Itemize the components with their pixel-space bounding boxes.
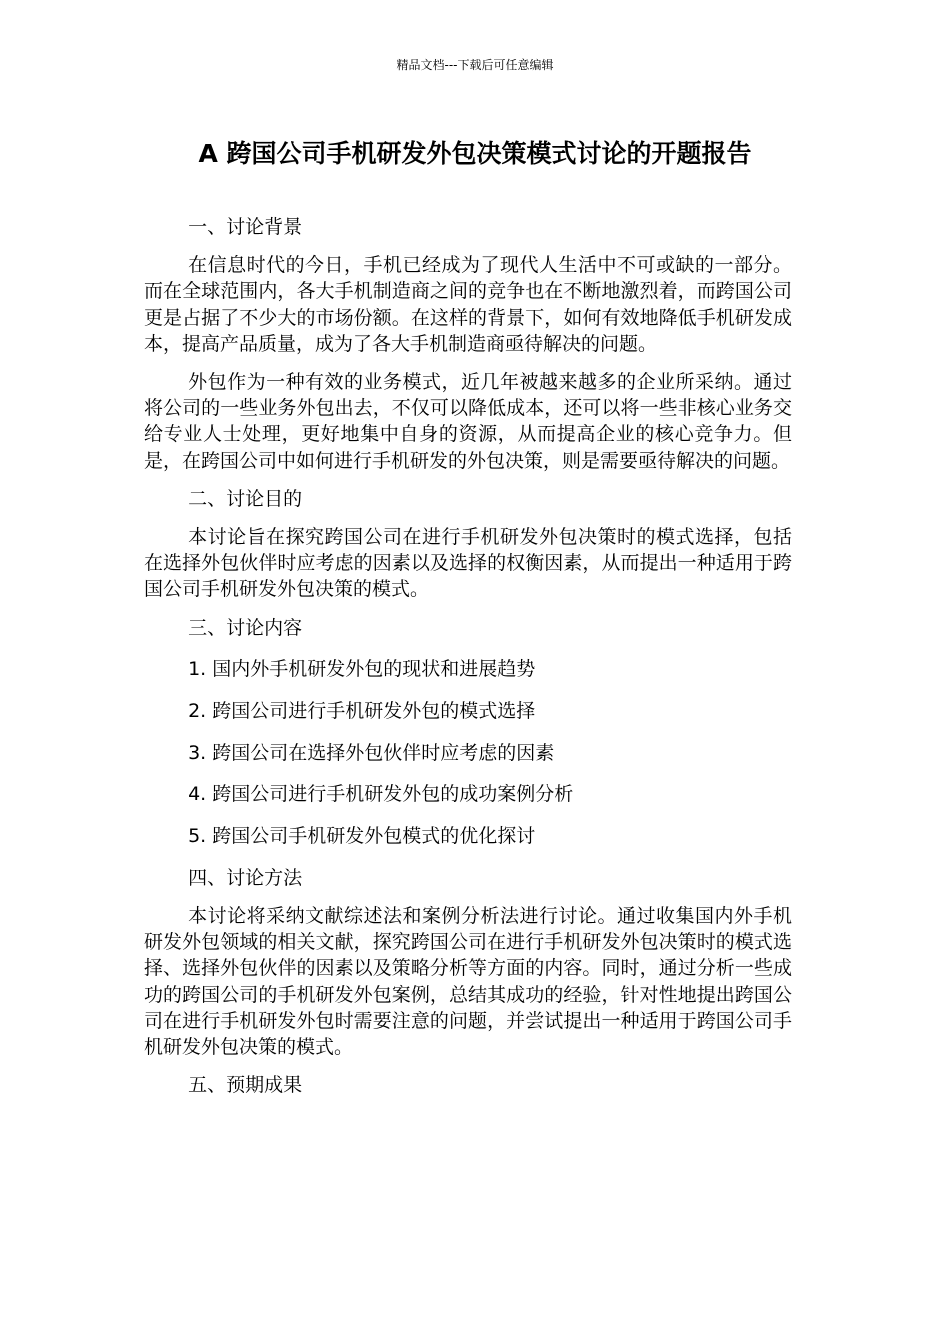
section-heading-method: 四、讨论方法 xyxy=(188,866,303,889)
section-heading-content: 三、讨论内容 xyxy=(188,616,303,639)
paragraph-purpose: 本讨论旨在探究跨国公司在进行手机研发外包决策时的模式选择，包括在选择外包伙伴时应考虑的因素以及选择的权衡因素，从而提出一种适用于跨国公司手机研发外包决策的模式。 xyxy=(144,526,792,601)
list-item: 5. 跨国公司手机研发外包模式的优化探讨 xyxy=(188,825,536,848)
page-header: 精品文档---下载后可任意编辑 xyxy=(396,58,554,72)
section-heading-purpose: 二、讨论目的 xyxy=(188,487,303,510)
paragraph-method: 本讨论将采纳文献综述法和案例分析法进行讨论。通过收集国内外手机研发外包领域的相关文献，探究跨国公司在进行手机研发外包决策时的模式选择、选择外包伙伴的因素以及策略分析等方面的内容。同时，通过分析一些成功的跨国公司的手机研发外包案例，总结其成功的经验，针对性地提出跨国公司在进行手机研发外包时需要注意的问题，并尝试提出一种适用于跨国公司手机研发外包决策的模式。 xyxy=(144,905,792,1059)
paragraph-background-1: 在信息时代的今日，手机已经成为了现代人生活中不可或缺的一部分。而在全球范围内，各大手机制造商之间的竞争也在不断地激烈着，而跨国公司更是占据了不少大的市场份额。在这样的背景下，如何有效地降低手机研发成本，提高产品质量，成为了各大手机制造商亟待解决的问题。 xyxy=(144,254,792,355)
section-heading-background: 一、讨论背景 xyxy=(188,216,303,238)
document-title: A 跨国公司手机研发外包决策模式讨论的开题报告 xyxy=(198,139,752,168)
section-heading-expected-results: 五、预期成果 xyxy=(188,1074,303,1097)
list-item: 4. 跨国公司进行手机研发外包的成功案例分析 xyxy=(188,783,574,806)
list-item: 2. 跨国公司进行手机研发外包的模式选择 xyxy=(188,700,536,723)
list-item: 1. 国内外手机研发外包的现状和进展趋势 xyxy=(188,658,536,681)
list-item: 3. 跨国公司在选择外包伙伴时应考虑的因素 xyxy=(188,741,555,764)
document-body xyxy=(144,214,792,1098)
paragraph-background-2: 外包作为一种有效的业务模式，近几年被越来越多的企业所采纳。通过将公司的一些业务外包出去，不仅可以降低成本，还可以将一些非核心业务交给专业人士处理，更好地集中自身的资源，从而提高企业的核心竞争力。但是，在跨国公司中如何进行手机研发的外包决策，则是需要亟待解决的问题。 xyxy=(144,371,792,472)
